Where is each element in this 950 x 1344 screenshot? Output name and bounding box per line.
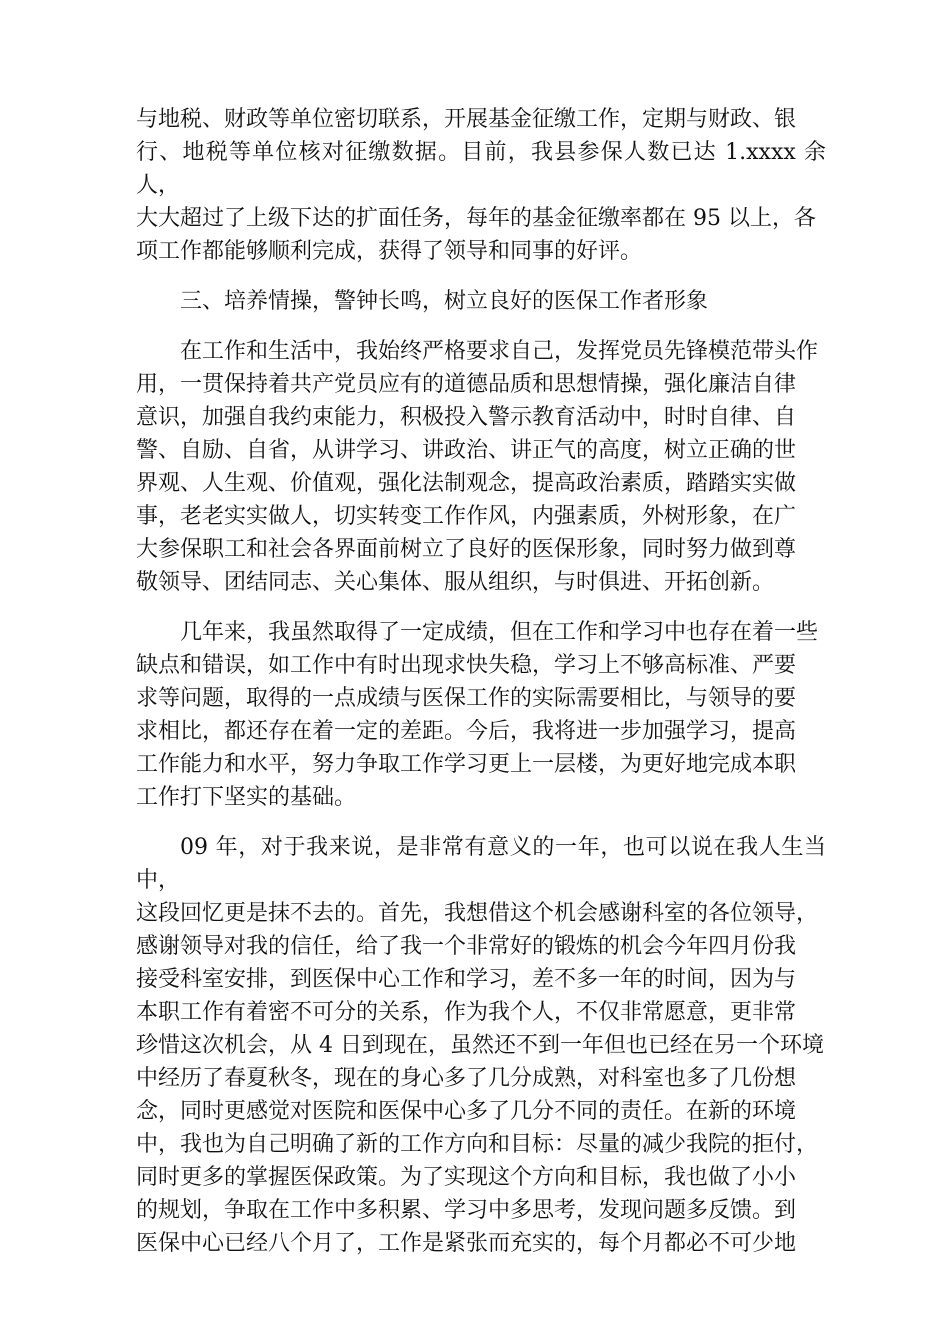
paragraph: 几年来，我虽然取得了一定成绩，但在工作和学习中也存在着一些 缺点和错误，如工作中有时出现求快失稳，学习上不够高标准、严要 求等问题，取得的一点成绩与医保工作的实际需要相比，与领导的要 求相比，都还存在着一定的差距。今后，我将进一步加强学习，提高 工作能力和水平，努力争取工作学习更上一层楼，为更好地完成本职 工作打下坚实的基础。: [136, 620, 819, 810]
section-heading: 三、培养情操，警钟长鸣，树立良好的医保工作者形象: [180, 289, 709, 314]
document-body: [136, 103, 826, 1277]
paragraph: 在工作和生活中，我始终严格要求自己，发挥党员先锋模范带头作 用，一贯保持着共产党员应有的道德品质和思想情操，强化廉洁自律 意识，加强自我约束能力，积极投入警示教育活动中，时时自律、自 警、自励、自省，从讲学习、讲政治、讲正气的高度，树立正确的世 界观、人生观、价值观，强化法制观念，提高政治素质，踏踏实实做 事，老老实实做人，切实转变工作作风，内强素质，外树形象，在广 大参保职工和社会各界面前树立了良好的医保形象，同时努力做到尊 敬领导、团结同志、关心集体、服从组织，与时俱进、开拓创新。: [136, 339, 819, 595]
paragraph: 09 年，对于我来说，是非常有意义的一年，也可以说在我人生当中， 这段回忆更是抹不去的。首先，我想借这个机会感谢科室的各位领导， 感谢领导对我的信任，给了我一个非常好的锻炼的机会今年四月份我 接受科室安排，到医保中心工作和学习，差不多一年的时间，因为与 本职工作有着密不可分的关系，作为我个人，不仅非常愿意，更非常 珍惜这次机会，从 4 日到现在，虽然还不到一年但也已经在另一个环境 中经历了春夏秋冬，现在的身心多了几分成熟，对科室也多了几份想 念，同时更感觉对医院和医保中心多了几分不同的责任。在新的环境 中，我也为自己明确了新的工作方向和目标：尽量的减少我院的拒付， 同时更多的掌握医保政策。为了实现这个方向和目标，我也做了小小 的规划，争取在工作中多积累、学习中多思考，发现问题多反馈。到 医保中心已经八个月了，工作是紧张而充实的，每个月都必不可少地: [136, 835, 826, 1256]
paragraph-continued: 与地税、财政等单位密切联系，开展基金征缴工作，定期与财政、银 行、地税等单位核对征缴数据。目前，我县参保人数已达 1.xxxx 余人， 大大超过了上级下达的扩面任务，每年的基金征缴率都在 95 以上，各 项工作都能够顺利完成，获得了领导和同事的好评。: [136, 107, 826, 264]
